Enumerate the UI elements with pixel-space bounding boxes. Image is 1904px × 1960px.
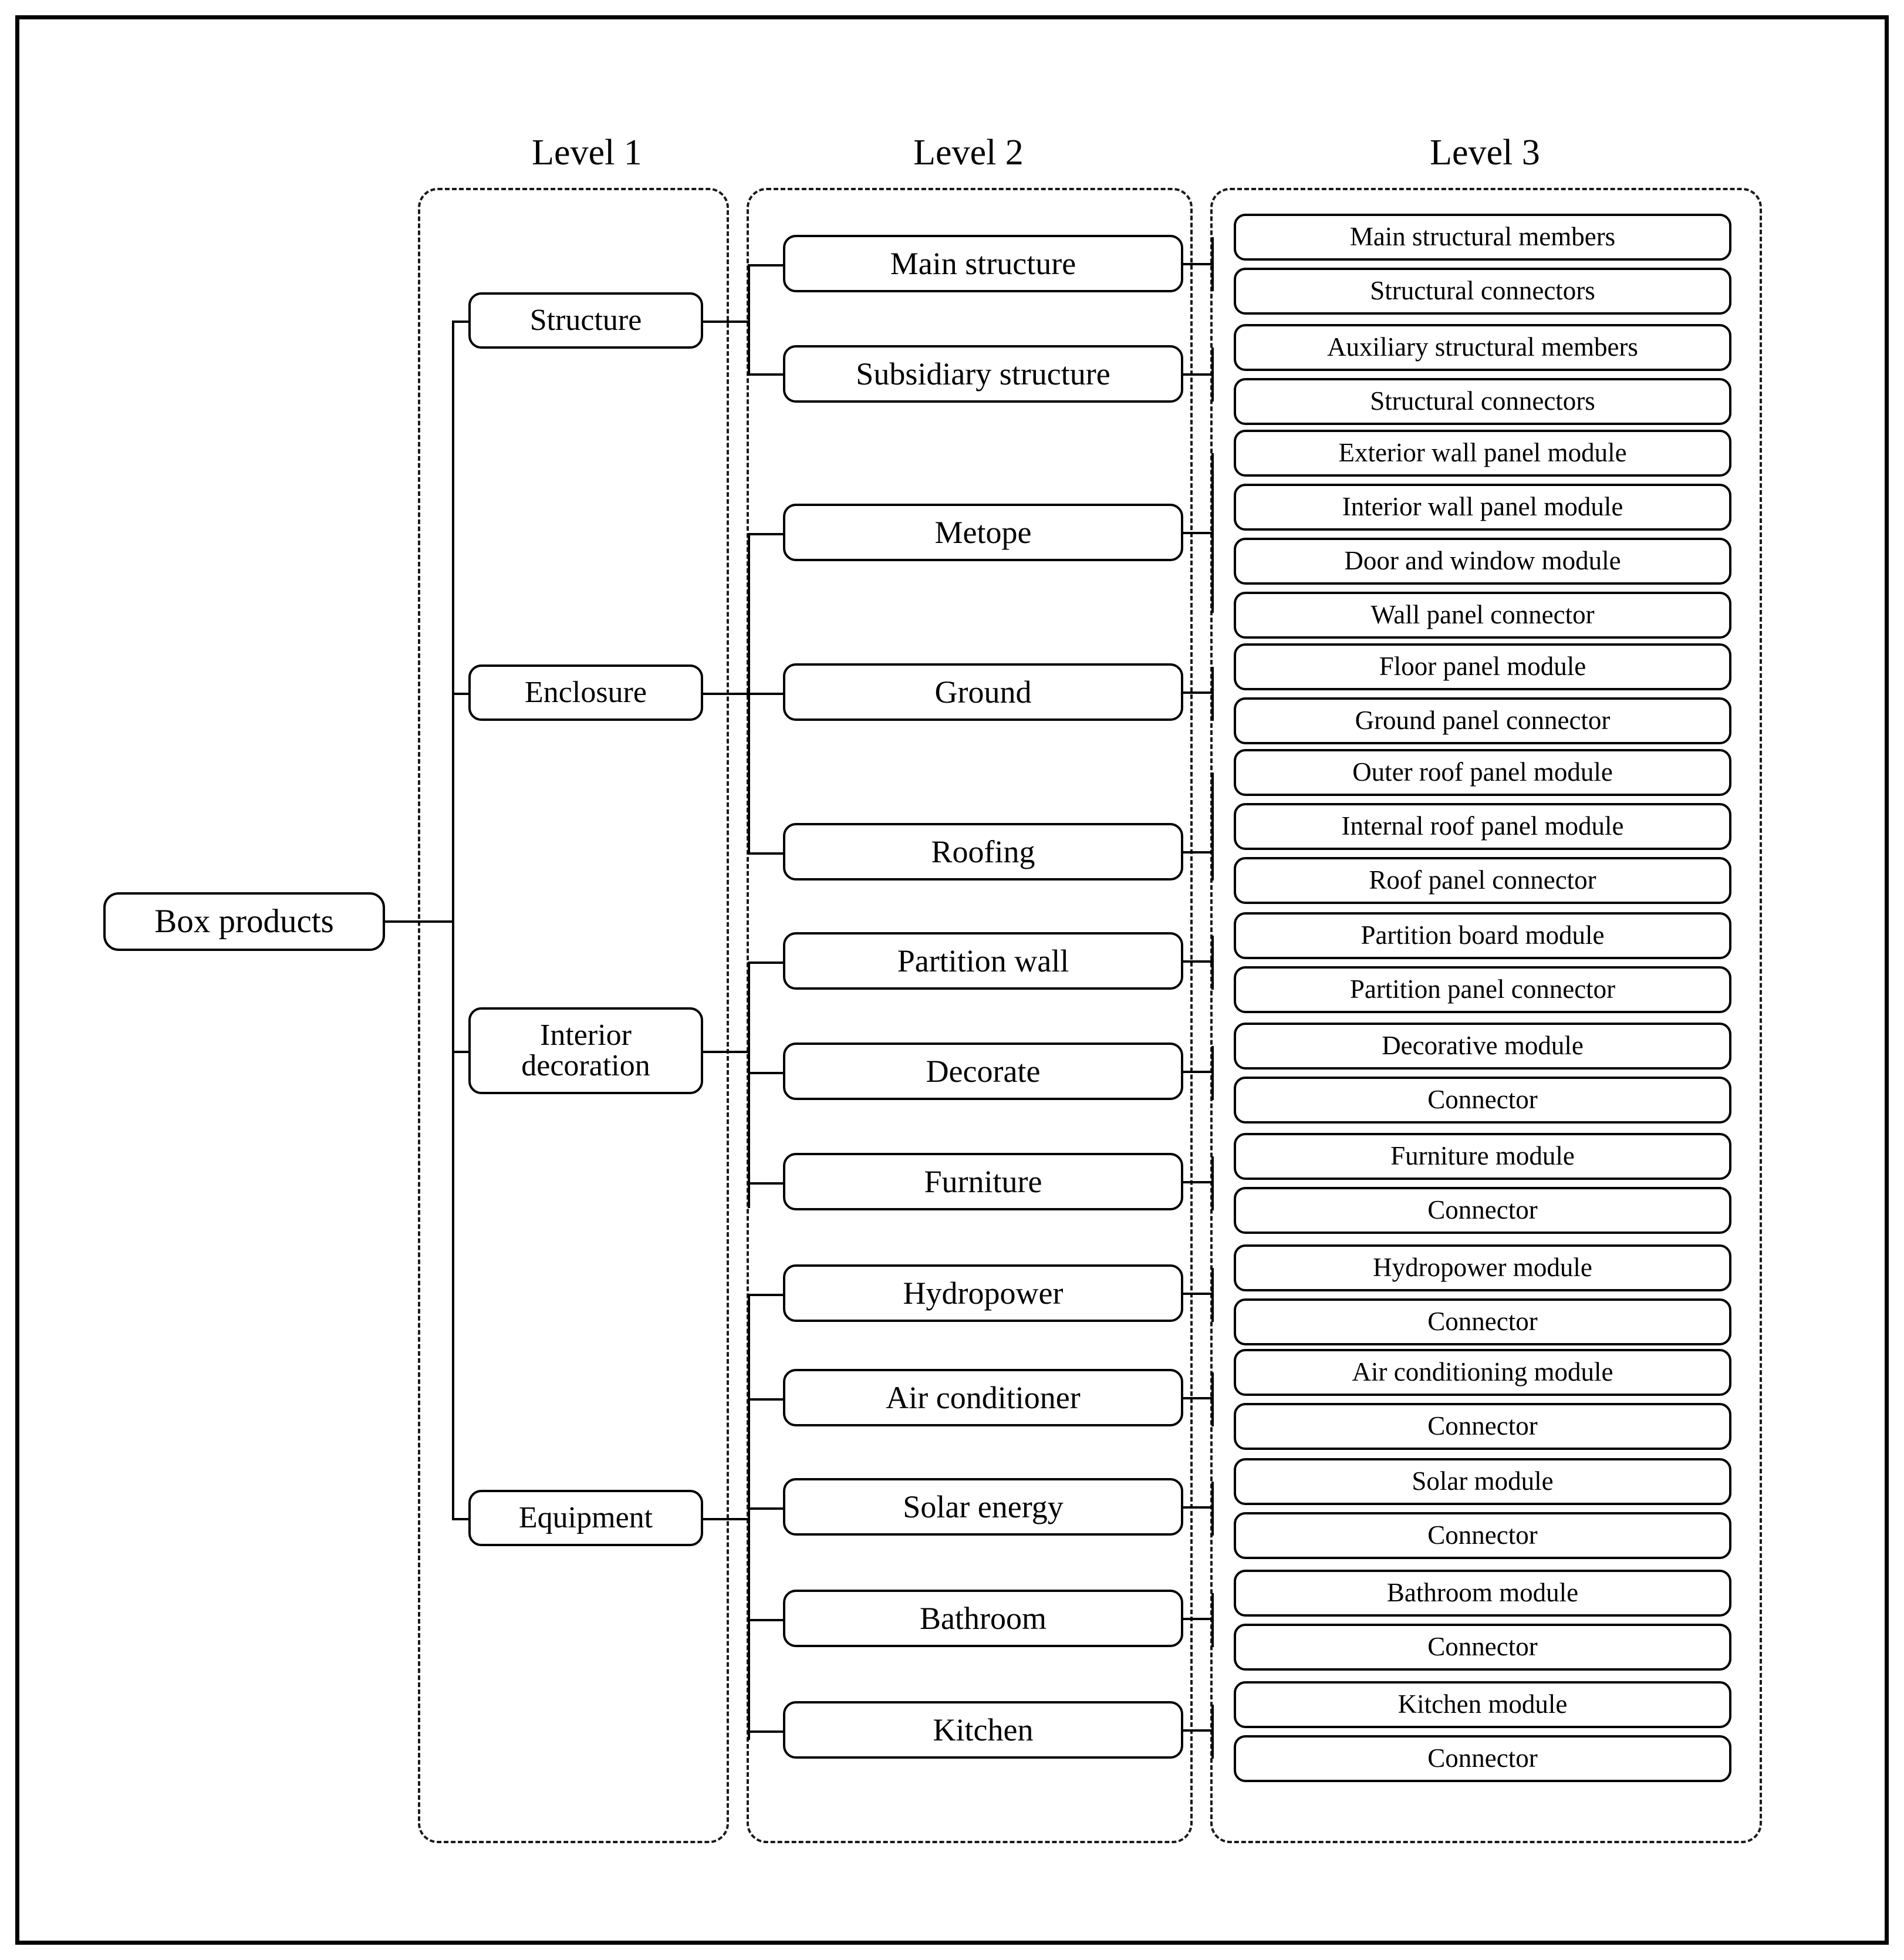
connector-to-furniture (748, 1182, 783, 1185)
connector-main-structure-out (1183, 263, 1214, 265)
connector-furniture-fan (1211, 1156, 1214, 1210)
connector-structure-branch-spine (748, 264, 750, 376)
node-level3-connector-kitchen[interactable]: Connector (1234, 1735, 1731, 1782)
node-level2-decorate[interactable]: Decorate (783, 1043, 1183, 1100)
connector-to-kitchen (748, 1730, 783, 1733)
node-level3-decorative-module[interactable]: Decorative module (1234, 1023, 1731, 1070)
connector-to-subsidiary-structure (748, 373, 783, 376)
node-level3-connector-air-conditioner[interactable]: Connector (1234, 1403, 1731, 1450)
node-level3-exterior-wall-panel-module[interactable]: Exterior wall panel module (1234, 430, 1731, 477)
node-level3-roof-panel-connector[interactable]: Roof panel connector (1234, 857, 1731, 904)
node-level2-partition-wall[interactable]: Partition wall (783, 932, 1183, 990)
connector-air-conditioner-out (1183, 1397, 1214, 1399)
node-level1-enclosure[interactable]: Enclosure (468, 664, 703, 721)
level-3-header: Level 3 (1430, 133, 1540, 173)
connector-spine-to-interior-decoration (452, 1051, 470, 1053)
node-level3-hydropower-module[interactable]: Hydropower module (1234, 1244, 1731, 1291)
node-level3-kitchen-module[interactable]: Kitchen module (1234, 1681, 1731, 1728)
connector-equipment-branch-spine (748, 1294, 750, 1740)
node-level3-structural-connectors-1[interactable]: Structural connectors (1234, 268, 1731, 315)
node-level3-outer-roof-panel-module[interactable]: Outer roof panel module (1234, 749, 1731, 796)
connector-to-ground (748, 693, 783, 695)
node-level2-hydropower[interactable]: Hydropower (783, 1264, 1183, 1322)
connector-main-structure-fan (1211, 237, 1214, 291)
node-level1-equipment[interactable]: Equipment (468, 1490, 703, 1546)
node-level3-ground-panel-connector[interactable]: Ground panel connector (1234, 697, 1731, 744)
connector-structure-out (703, 321, 749, 323)
node-level3-internal-roof-panel-module[interactable]: Internal roof panel module (1234, 803, 1731, 850)
connector-to-solar-energy (748, 1507, 783, 1510)
connector-to-air-conditioner (748, 1398, 783, 1401)
connector-roofing-fan (1211, 772, 1214, 881)
node-root-box-products[interactable]: Box products (103, 892, 385, 951)
node-level3-connector-decorate[interactable]: Connector (1234, 1077, 1731, 1124)
connector-to-partition-wall (748, 962, 783, 964)
connector-to-bathroom (748, 1619, 783, 1621)
connector-to-roofing (748, 852, 783, 855)
connector-kitchen-fan (1211, 1705, 1214, 1759)
node-level3-auxiliary-structural-members[interactable]: Auxiliary structural members (1234, 324, 1731, 371)
connector-spine-to-structure (452, 321, 470, 323)
connector-hydropower-fan (1211, 1268, 1214, 1322)
connector-partition-wall-out (1183, 960, 1214, 963)
connector-decorate-fan (1211, 1046, 1214, 1100)
node-level2-kitchen[interactable]: Kitchen (783, 1701, 1183, 1759)
node-level3-bathroom-module[interactable]: Bathroom module (1234, 1570, 1731, 1617)
connector-subsidiary-structure-fan (1211, 348, 1214, 402)
connector-roofing-out (1183, 851, 1214, 854)
node-level3-structural-connectors-2[interactable]: Structural connectors (1234, 378, 1731, 425)
node-level3-connector-furniture[interactable]: Connector (1234, 1187, 1731, 1234)
node-level2-ground[interactable]: Ground (783, 663, 1183, 721)
level-2-header: Level 2 (913, 133, 1024, 173)
connector-spine-to-equipment (452, 1518, 470, 1520)
connector-solar-energy-fan (1211, 1482, 1214, 1536)
connector-to-main-structure (748, 264, 783, 266)
node-level3-solar-module[interactable]: Solar module (1234, 1458, 1731, 1505)
connector-to-metope (748, 533, 783, 535)
node-level2-metope[interactable]: Metope (783, 504, 1183, 561)
connector-solar-energy-out (1183, 1506, 1214, 1509)
node-level3-partition-panel-connector[interactable]: Partition panel connector (1234, 966, 1731, 1013)
node-level3-air-conditioning-module[interactable]: Air conditioning module (1234, 1349, 1731, 1396)
connector-kitchen-out (1183, 1729, 1214, 1732)
connector-metope-fan (1211, 453, 1214, 613)
connector-metope-out (1183, 532, 1214, 534)
connector-bathroom-out (1183, 1618, 1214, 1620)
node-level1-interior-decoration[interactable]: Interior decoration (468, 1007, 703, 1094)
node-level1-structure[interactable]: Structure (468, 292, 703, 349)
node-level3-door-and-window-module[interactable]: Door and window module (1234, 538, 1731, 585)
connector-root-to-spine (385, 920, 453, 923)
node-level2-air-conditioner[interactable]: Air conditioner (783, 1369, 1183, 1426)
connector-interior-branch-spine (748, 962, 750, 1208)
node-level3-wall-panel-connector[interactable]: Wall panel connector (1234, 592, 1731, 639)
connector-spine-to-enclosure (452, 693, 470, 695)
node-level3-furniture-module[interactable]: Furniture module (1234, 1133, 1731, 1180)
node-level2-bathroom[interactable]: Bathroom (783, 1590, 1183, 1647)
connector-level1-spine (452, 322, 454, 1519)
connector-to-decorate (748, 1072, 783, 1074)
node-level2-roofing[interactable]: Roofing (783, 823, 1183, 881)
level-1-header: Level 1 (532, 133, 642, 173)
node-level3-connector-hydropower[interactable]: Connector (1234, 1298, 1731, 1345)
node-level3-connector-bathroom[interactable]: Connector (1234, 1624, 1731, 1671)
connector-air-conditioner-fan (1211, 1372, 1214, 1426)
node-level3-partition-board-module[interactable]: Partition board module (1234, 912, 1731, 959)
node-level2-furniture[interactable]: Furniture (783, 1153, 1183, 1210)
node-level3-floor-panel-module[interactable]: Floor panel module (1234, 643, 1731, 690)
node-level2-subsidiary-structure[interactable]: Subsidiary structure (783, 345, 1183, 403)
connector-ground-out (1183, 691, 1214, 694)
connector-partition-wall-fan (1211, 936, 1214, 990)
node-level3-interior-wall-panel-module[interactable]: Interior wall panel module (1234, 484, 1731, 531)
connector-ground-fan (1211, 667, 1214, 721)
connector-interior-decoration-out (703, 1051, 749, 1053)
node-level2-main-structure[interactable]: Main structure (783, 235, 1183, 292)
node-level3-connector-solar-energy[interactable]: Connector (1234, 1512, 1731, 1559)
connector-to-hydropower (748, 1294, 783, 1296)
connector-furniture-out (1183, 1181, 1214, 1183)
connector-decorate-out (1183, 1071, 1214, 1073)
connector-bathroom-fan (1211, 1593, 1214, 1647)
node-level2-solar-energy[interactable]: Solar energy (783, 1478, 1183, 1536)
connector-hydropower-out (1183, 1293, 1214, 1295)
connector-subsidiary-structure-out (1183, 373, 1214, 376)
connector-equipment-out (703, 1518, 749, 1520)
node-level3-main-structural-members[interactable]: Main structural members (1234, 214, 1731, 261)
connector-enclosure-out (703, 693, 749, 695)
